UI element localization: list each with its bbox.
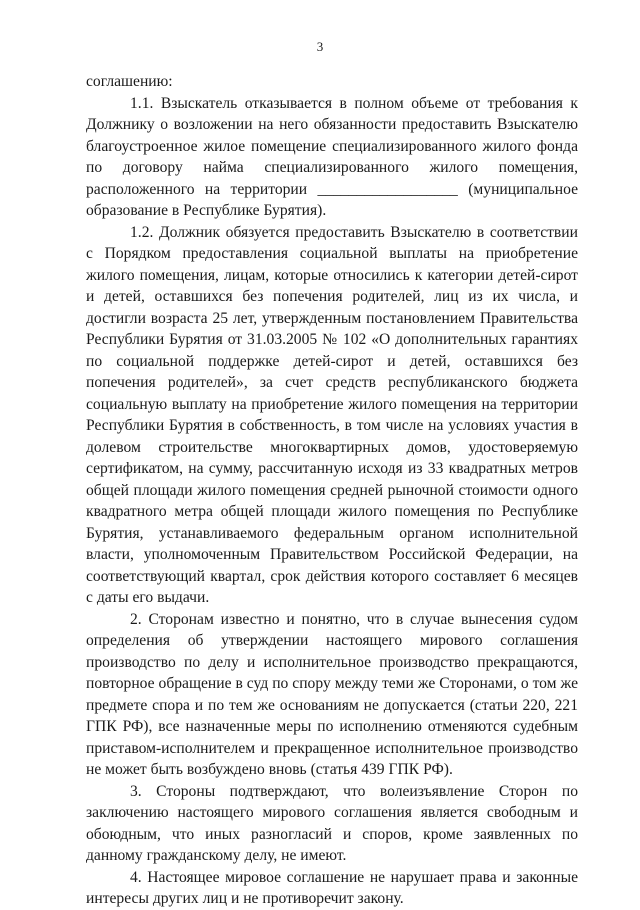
paragraph-1-2: 1.2. Должник обязуется предоставить Взыскателю в соответствии с Порядком предоставления социальной выплаты на приобретение жилого помещения, лицам, которые относились к категории детей-сирот и детей, оставшихся без попечения родителей, лиц из их числа, и достигли возраста 25 лет, утвержденным постановлением Правительства Республики Бурятия от 31.03.2005 № 102 «О дополнительных гарантиях по социальной поддержке детей-сирот и детей, оставшихся без попечения родителей», за счет средств республиканского бюджета социальную выплату на приобретение жилого помещения на территории Республики Бурятия в собственность, в том числе на условиях участия в долевом строительстве многоквартирных домов, удостоверяемую сертификатом, на сумму, рассчитанную исходя из 33 квадратных метров общей площади жилого помещения средней рыночной стоимости одного квадратного метра общей площади жилого помещения по Республике Бурятия, устанавливаемого федеральным органом исполнительной власти, уполномоченным Правительством Российской Федерации, на соответствующий квартал, срок действия которого составляет 6 месяцев с даты его выдачи. <box>86 223 578 606</box>
paragraph-4: 4. Настоящее мировое соглашение не нарушает права и законные интересы других лиц и не противоречит закону. <box>86 868 578 907</box>
paragraph-2: 2. Сторонам известно и понятно, что в случае вынесения судом определения об утверждении настоящего мирового соглашения производство по делу и исполнительное производство прекращаются, повторное обращение в суд по спору между теми же Сторонами, о том же предмете спора и по тем же основаниям не допускается (статьи 220, 221 ГПК РФ), все назначенные меры по исполнению отменяются судебным приставом-исполнителем и прекращенное исполнительное производство не может быть возбуждено вновь (статья 439 ГПК РФ). <box>86 610 578 778</box>
paragraph-1-1: 1.1. Взыскатель отказывается в полном объеме от требования к Должнику о возложении на него обязанности предоставить Взыскателю благоустроенное жилое помещение специализированного жилого фонда по договору найма специализированного жилого помещения, расположенного на территории __________________ (муниципальное образование в Республике Бурятия). <box>86 94 578 219</box>
page-number: 3 <box>316 39 324 54</box>
document-body <box>86 71 578 910</box>
paragraph-3: 3. Стороны подтверждают, что волеизъявление Сторон по заключению настоящего мирового соглашения является свободным и обоюдным, что иных разногласий и споров, кроме заявленных по данному гражданскому делу, не имеют. <box>86 782 578 864</box>
paragraph-continuation: соглашению: <box>86 73 173 90</box>
